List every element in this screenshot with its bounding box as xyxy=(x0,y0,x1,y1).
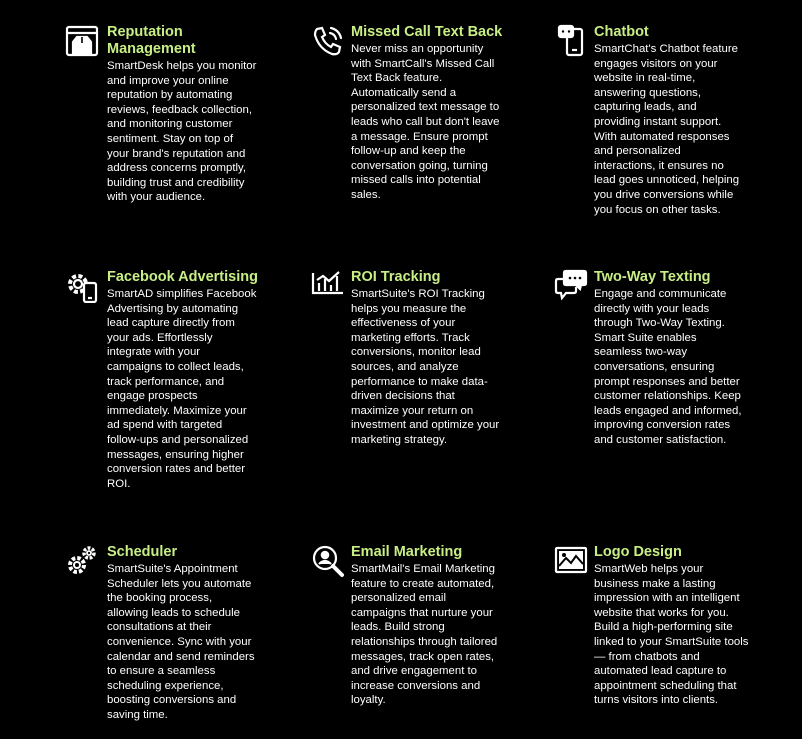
feature-card-missed-call-text-back xyxy=(351,24,531,214)
feature-title: Missed Call Text Back xyxy=(351,24,503,40)
feature-card-roi-tracking xyxy=(351,269,531,459)
feature-title: Reputation Management xyxy=(107,24,196,57)
feature-description: SmartSuite's ROI Tracking helps you measure the effectiveness of your marketing efforts. Track conversions, monitor lead sources, and analyze performance to make data- driven decisions that maximize your return on investment and optimize your marketing strategy. xyxy=(351,288,500,446)
phone-missed-call-icon xyxy=(311,24,345,58)
feature-title: Chatbot xyxy=(594,24,649,40)
chat-bubbles-icon xyxy=(554,269,588,303)
feature-card-email-marketing xyxy=(351,544,531,714)
feature-description: SmartWeb helps your business make a lasting impression with an intelligent website that works for you. Build a high-performing site linked to your SmartSuite tools — from chatbots and automated lead capture to appointment scheduling that turns visitors into clients. xyxy=(594,563,749,707)
feature-title: Two-Way Texting xyxy=(594,269,711,285)
feature-description: Never miss an opportunity with SmartCall's Missed Call Text Back feature. Automatically send a personalized text message to leads who call but don't leave a message. Ensure prompt follow-up and keep the conversation going, turning missed calls into potential sales. xyxy=(351,43,500,201)
feature-description: SmartMail's Email Marketing feature to create automated, personalized email campaigns that nurture your leads. Build strong relationships through tailored messages, track open rates, and drive engagement to increase conversions and loyalty. xyxy=(351,563,498,707)
feature-card-two-way-texting xyxy=(594,269,774,459)
feature-description: SmartDesk helps you monitor and improve your online reputation by automating reviews, feedback collection, and monitoring customer sentiment. Stay on top of your brand's reputation and address concerns promptly, building trust and credibility with your audience. xyxy=(107,60,257,204)
feature-title: Logo Design xyxy=(594,544,682,560)
feature-title: Scheduler xyxy=(107,544,178,560)
image-frame-icon xyxy=(554,544,588,578)
email-search-icon xyxy=(311,544,345,578)
feature-description: SmartChat's Chatbot feature engages visitors on your website in real-time, answering questions, capturing leads, and providing instant support. With automated responses and personalized interactions, it ensures no lead goes unnoticed, helping you drive conversions while you focus on other tasks. xyxy=(594,43,740,216)
feature-card-logo-design xyxy=(594,544,774,714)
chatbot-phone-icon xyxy=(556,24,590,58)
feature-title: ROI Tracking xyxy=(351,269,441,285)
feature-description: SmartAD simplifies Facebook Advertising by automating lead capture directly from your ads. Effortlessly integrate with your campaigns to collect leads, track performance, and engage prospects immediately. Maximize your ad spend with targeted follow-ups and personalized messages, ensuring higher conversion rates and better ROI. xyxy=(107,288,257,490)
feature-card-reputation-management xyxy=(107,24,287,214)
bar-chart-icon xyxy=(311,269,345,303)
storefront-review-icon xyxy=(65,24,99,58)
feature-card-facebook-advertising xyxy=(107,269,287,499)
facebook-ads-gear-icon xyxy=(65,269,99,303)
feature-title: Facebook Advertising xyxy=(107,269,258,285)
feature-description: Engage and communicate directly with your leads through Two-Way Texting. Smart Suite enables seamless two-way conversations, ensuring prompt responses and better customer relationships. Keep leads engaged and informed, improving conversion rates and customer satisfaction. xyxy=(594,288,742,446)
gears-icon xyxy=(65,544,99,578)
feature-title: Email Marketing xyxy=(351,544,463,560)
feature-card-scheduler xyxy=(107,544,287,729)
feature-description: SmartSuite's Appointment Scheduler lets you automate the booking process, allowing leads to schedule consultations at their convenience. Sync with your calendar and send reminders to ensure a seamless scheduling experience, boosting conversions and saving time. xyxy=(107,563,255,721)
feature-card-chatbot xyxy=(594,24,774,224)
